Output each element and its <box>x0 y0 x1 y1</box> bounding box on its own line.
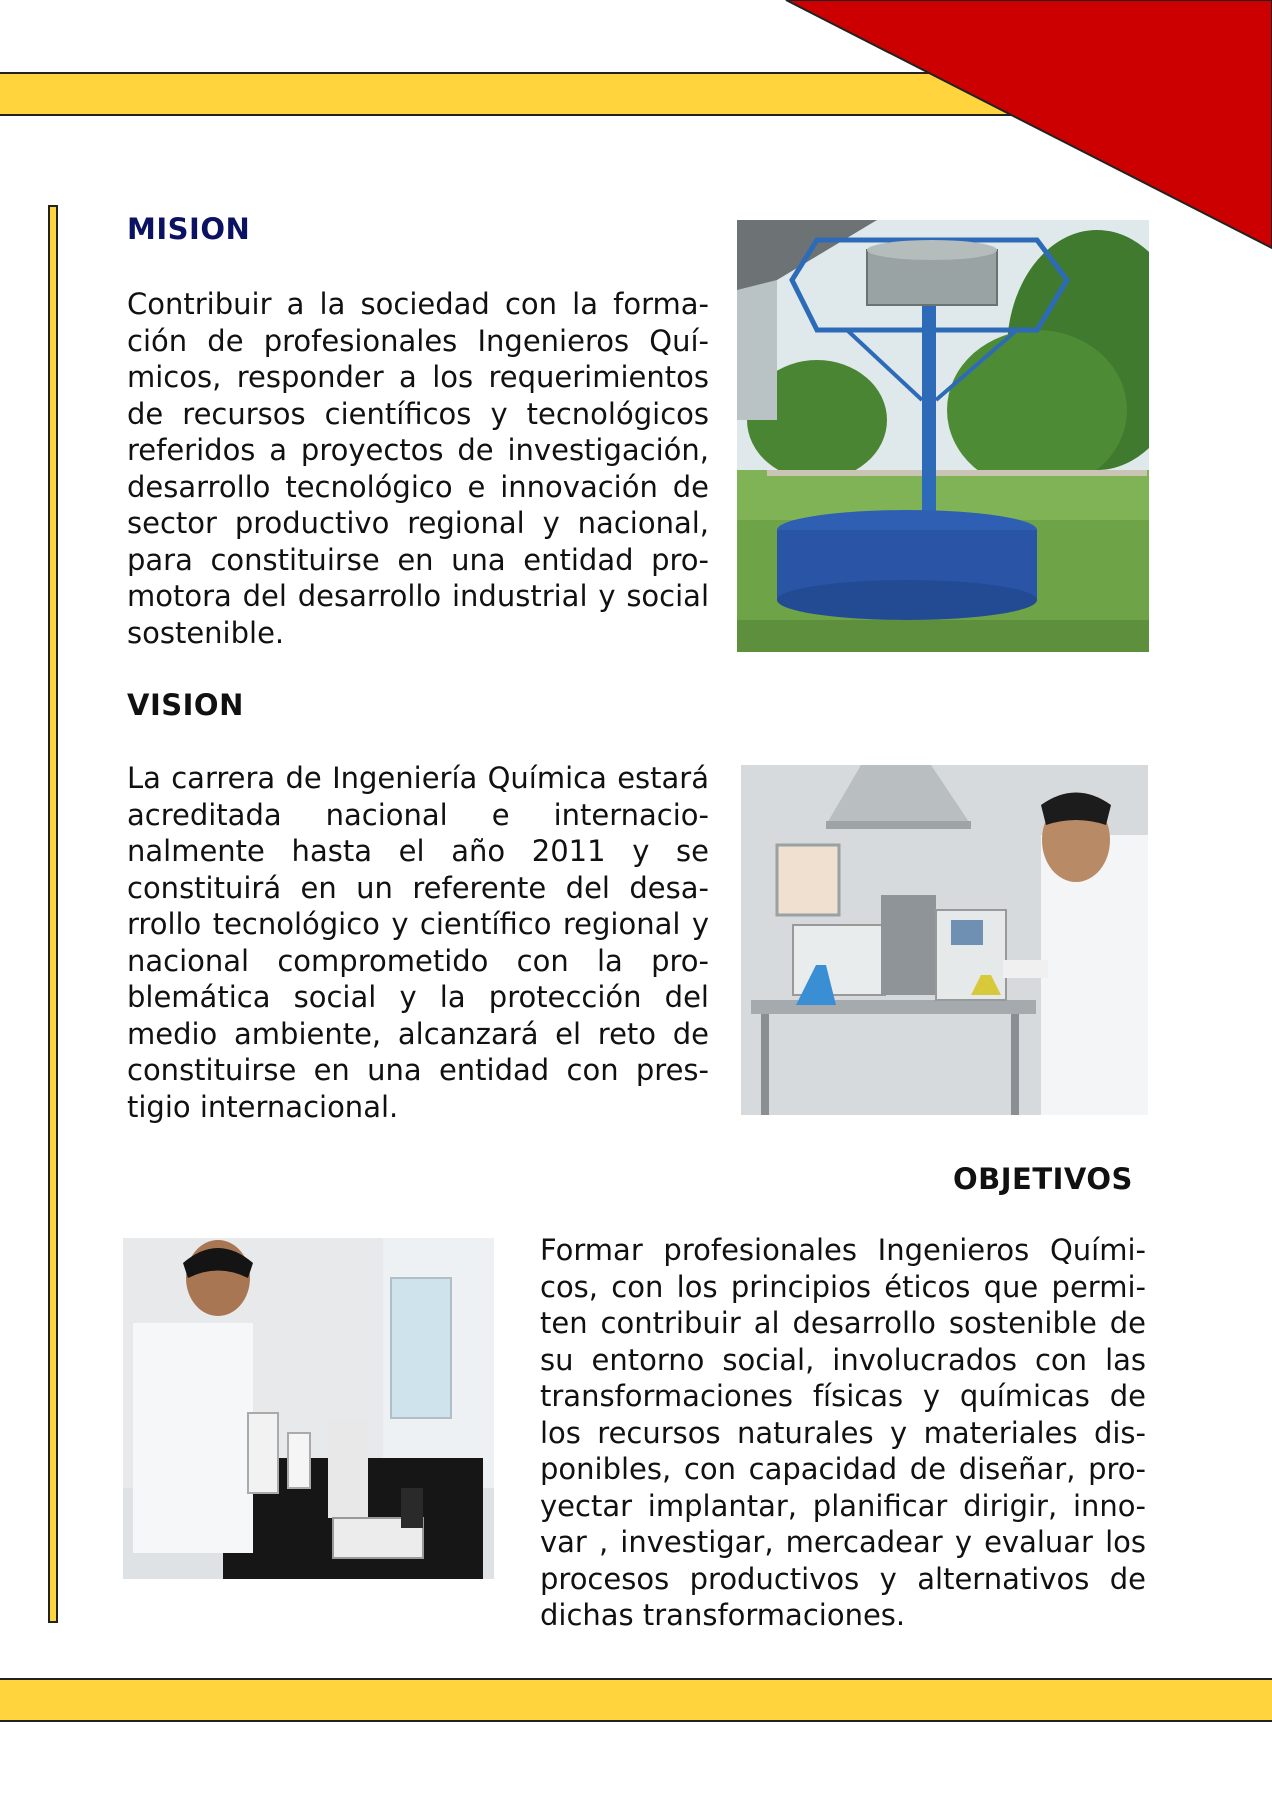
bottom-yellow-band <box>0 1678 1272 1722</box>
photo-water-tank <box>737 220 1149 652</box>
vision-heading: VISION <box>127 688 244 722</box>
photo-lab-instrument <box>741 765 1148 1115</box>
mision-heading: MISION <box>127 212 251 246</box>
objetivos-paragraph: Formar profesionales Ingenieros Químicos, con los principios éticos que permiten contribuir al desarrollo sostenible de su entorno social, involucrados con las transformaciones físicas y químicas de los recursos naturales y materiales disponibles, con capacidad de diseñar, proyectar implantar, planificar dirigir, innovar , investigar, mercadear y evaluar los procesos productivos y alternativos de dichas transformaciones. <box>540 1233 1146 1632</box>
vision-paragraph: La carrera de Ingeniería Química estará acreditada nacional e internacionalmente hasta el año 2011 y se constituirá en un referente del desarrollo tecnológico y científico regional y nacional comprometido con la problemática social y la protección del medio ambiente, alcanzará el reto de constituirse en una entidad con prestigio internacional. <box>127 761 709 1124</box>
photo-lab-bench <box>123 1238 494 1579</box>
left-vertical-bar <box>48 205 58 1623</box>
mision-paragraph: Contribuir a la sociedad con la formación de profesionales Ingenieros Químicos, responder a los requerimientos de recursos científicos y tecnológicos referidos a proyectos de investigación, desarrollo tecnológico e innovación de sector productivo regional y nacional, para constituirse en una entidad promotora del desarrollo industrial y social sostenible. <box>127 287 709 650</box>
objetivos-heading: OBJETIVOS <box>953 1162 1133 1196</box>
